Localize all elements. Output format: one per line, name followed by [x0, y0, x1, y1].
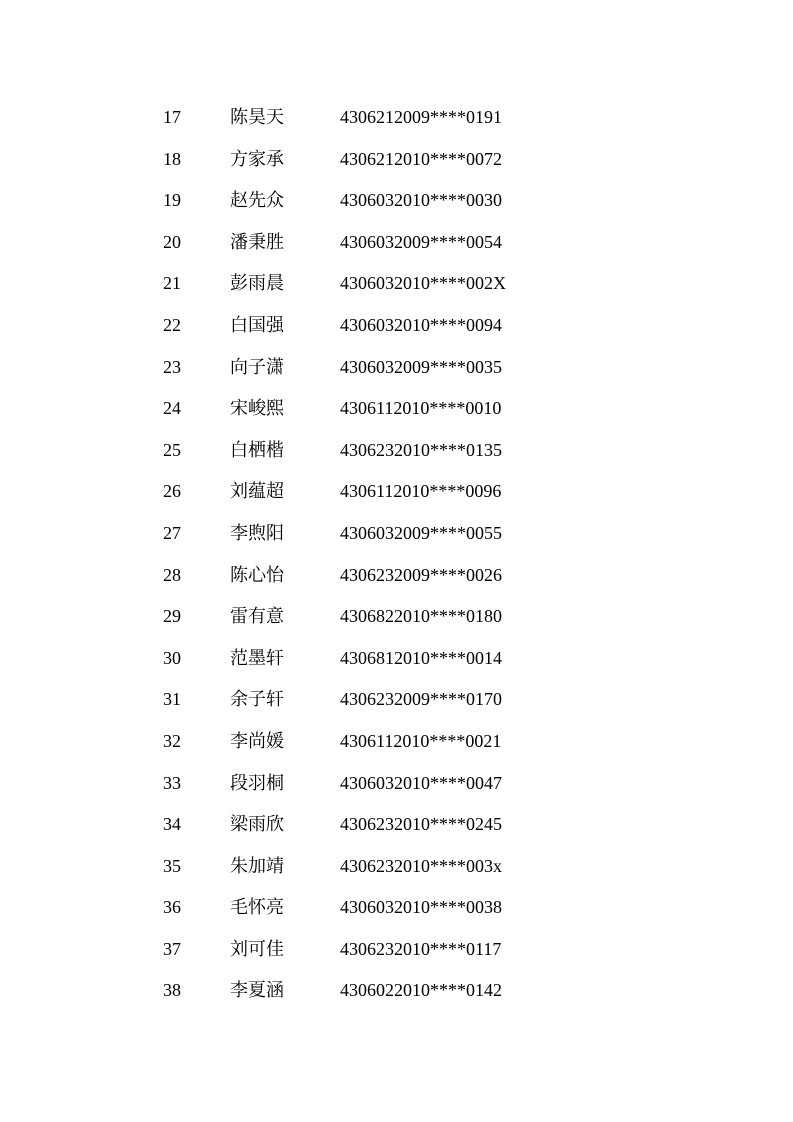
student-name: 潘秉胜: [230, 231, 284, 253]
row-number: 37: [163, 938, 181, 959]
student-name: 余子轩: [230, 689, 284, 711]
row-number: 35: [163, 855, 181, 876]
row-number: 38: [163, 980, 181, 1001]
student-name: 方家承: [230, 148, 284, 170]
student-name: 刘可佳: [230, 938, 284, 960]
row-number: 28: [163, 564, 181, 585]
id-number: 4306112010****0021: [340, 730, 502, 751]
list-item: [0, 721, 793, 763]
list-item: [0, 555, 793, 597]
row-number: 25: [163, 439, 181, 460]
row-number: 32: [163, 730, 181, 751]
student-roster-list: [0, 97, 793, 1012]
student-name: 李煦阳: [230, 522, 284, 544]
row-number: 18: [163, 148, 181, 169]
list-item: [0, 139, 793, 181]
student-name: 雷有意: [230, 606, 284, 628]
row-number: 22: [163, 314, 181, 335]
row-number: 21: [163, 273, 181, 294]
list-item: [0, 430, 793, 472]
id-number: 4306032009****0055: [340, 522, 502, 543]
student-name: 赵先众: [230, 190, 284, 212]
list-item: [0, 180, 793, 222]
list-item: [0, 513, 793, 555]
student-name: 李尚媛: [230, 730, 284, 752]
id-number: 4306032010****002X: [340, 273, 506, 294]
row-number: 34: [163, 814, 181, 835]
student-name: 陈昊天: [230, 107, 284, 128]
list-item: [0, 970, 793, 1012]
id-number: 4306032010****0094: [340, 314, 502, 335]
list-item: [0, 263, 793, 305]
id-number: 4306232010****0135: [340, 439, 502, 460]
list-item: [0, 388, 793, 430]
id-number: 4306212009****0191: [340, 107, 502, 127]
student-name: 白国强: [230, 314, 284, 336]
list-item: [0, 804, 793, 846]
row-number: 33: [163, 772, 181, 793]
student-name: 朱加靖: [230, 855, 284, 877]
id-number: 4306232010****003x: [340, 855, 502, 876]
id-number: 4306232009****0026: [340, 564, 502, 585]
student-name: 李夏涵: [230, 980, 284, 1002]
id-number: 4306812010****0014: [340, 647, 502, 668]
row-number: 26: [163, 481, 181, 502]
list-item: [0, 763, 793, 805]
id-number: 4306032010****0038: [340, 897, 502, 918]
row-number: 23: [163, 356, 181, 377]
student-name: 向子潇: [230, 356, 284, 378]
row-number: 30: [163, 647, 181, 668]
row-number: 27: [163, 522, 181, 543]
student-name: 陈心怡: [230, 564, 284, 586]
list-item: [0, 679, 793, 721]
id-number: 4306022010****0142: [340, 980, 502, 1001]
list-item: [0, 305, 793, 347]
id-number: 4306032010****0030: [340, 190, 502, 211]
id-number: 4306032010****0047: [340, 772, 502, 793]
list-item: [0, 97, 793, 139]
student-name: 宋峻熙: [230, 398, 284, 420]
id-number: 4306112010****0010: [340, 398, 502, 419]
id-number: 4306232009****0170: [340, 689, 502, 710]
row-number: 19: [163, 190, 181, 211]
student-name: 范墨轩: [230, 647, 284, 669]
id-number: 4306232010****0245: [340, 814, 502, 835]
student-name: 白栖楷: [230, 439, 284, 461]
list-item: [0, 846, 793, 888]
id-number: 4306032009****0035: [340, 356, 502, 377]
list-item: [0, 638, 793, 680]
id-number: 4306112010****0096: [340, 481, 502, 502]
list-item: [0, 471, 793, 513]
row-number: 20: [163, 231, 181, 252]
row-number: 17: [163, 107, 181, 127]
list-item: [0, 347, 793, 389]
student-name: 毛怀亮: [230, 897, 284, 919]
row-number: 31: [163, 689, 181, 710]
id-number: 4306822010****0180: [340, 606, 502, 627]
row-number: 29: [163, 606, 181, 627]
student-name: 段羽桐: [230, 772, 284, 794]
student-name: 彭雨晨: [230, 273, 284, 295]
id-number: 4306032009****0054: [340, 231, 502, 252]
list-item: [0, 887, 793, 929]
row-number: 36: [163, 897, 181, 918]
list-item: [0, 929, 793, 971]
student-name: 刘蕴超: [230, 481, 284, 503]
id-number: 4306212010****0072: [340, 148, 502, 169]
row-number: 24: [163, 398, 181, 419]
list-item: [0, 222, 793, 264]
student-name: 梁雨欣: [230, 814, 284, 836]
id-number: 4306232010****0117: [340, 938, 502, 959]
list-item: [0, 596, 793, 638]
